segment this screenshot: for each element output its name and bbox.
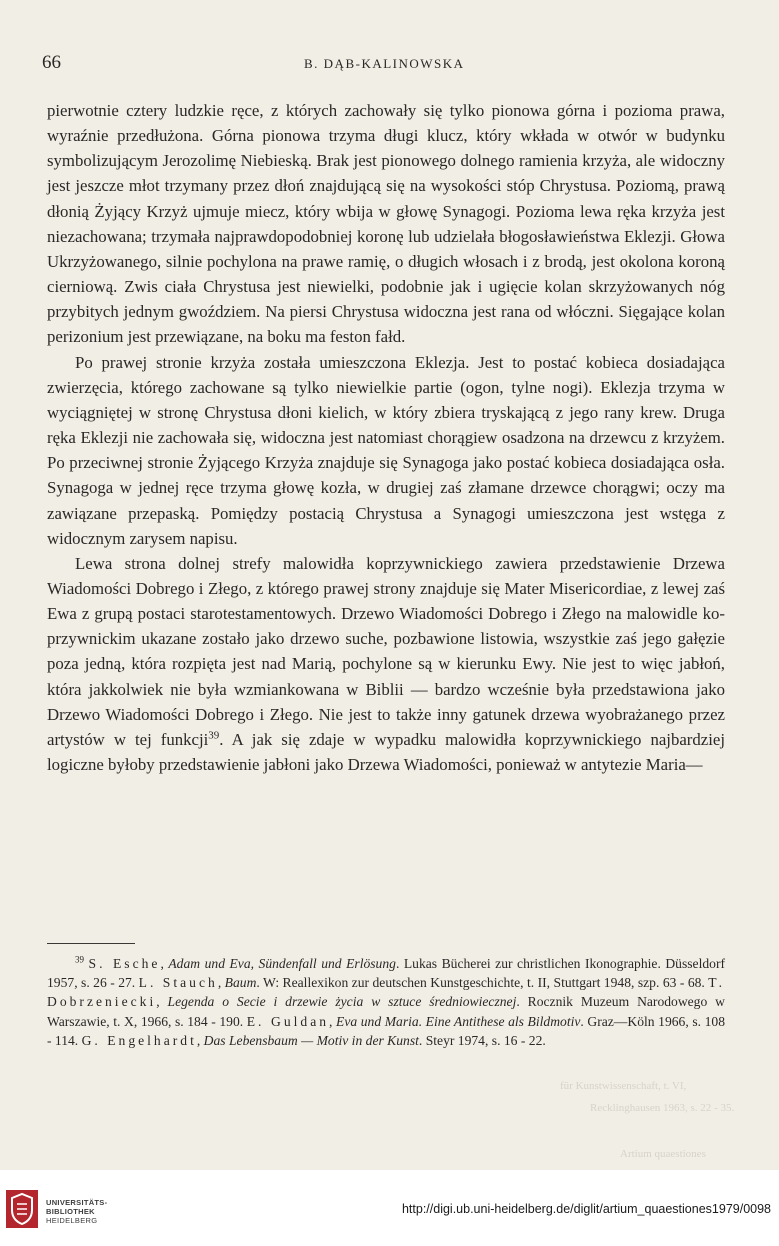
page-number: 66	[42, 52, 61, 73]
footnote-text: ,	[196, 1032, 204, 1048]
footnote-title: Adam und Eva, Sündenfall und Erlösung	[168, 956, 396, 971]
library-logo[interactable]	[6, 1190, 186, 1230]
source-url-link[interactable]: http://digi.ub.uni-heidelberg.de/diglit/artium_quaestiones1979/0098	[401, 1202, 771, 1216]
footnote-text: . Steyr 1974, s. 16 - 22.	[418, 1032, 546, 1048]
bleed-through-text: für Kunstwissenschaft, t. VI,	[560, 1080, 687, 1092]
footer-bar	[0, 1170, 779, 1246]
paragraph-text: . A jak się zdaje w wypadku malowidła koprzywnickiego najbardziej logiczne byłoby przedstawienie jabłoni jako Drzewa Wiadomości, ponieważ w antytezie Maria—	[47, 729, 725, 775]
paragraph-text: Lewa strona dolnej strefy malowidła koprzywnickiego zawiera przedstawienie Drzewa Wiadomości Dobrego i Złego, z którego prawej strony znajduje się Mater Misericordiae, z lewej zaś Ewa z grupą postaci starotestamentowych. Drzewo Wiadomości Dobrego i Złego na malowidle koprzywnickim ukazane zostało jako drzewo suche, pozbawione listowia, wszystkie zaś jego gałęzie poza jedną, która rozpięta jest nad Marią, pochylone są w kierunku Ewy. Nie jest to więc jabłoń, która jakkolwiek nie była wzmiankowana w Biblii — bardzo wcześnie była przedstawiona jako Drzewo Wiadomości Dobrego i Złego. Nie jest to także inny gatunek drzewa wyobrażanego przez artystów w tej funkcji	[47, 553, 725, 749]
paragraph: pierwotnie cztery ludzkie ręce, z których zachowały się tylko pionowa górna i pozioma prawa, wyraźnie przedłużona. Górna pionowa trzyma długi klucz, który wkłada w otwór w budynku symbolizującym Jerozolimę Niebieską. Brak jest pionowego dolnego ramienia krzyża, ale widoczny jest jeszcze młot trzymany przez dłoń znajdującą się na wysokości stóp Chrystusa. Poziomą, prawą dłonią Żyjący Krzyż ujmuje miecz, który wbija w głowę Synagogi. Pozioma lewa ręka krzyża jest niezachowana; trzymała najprawdopodobniej koronę lub udzielała błogosławieństwa Eklezji. Głowa Ukrzyżowanego, silnie pochylona na prawe ramię, o długich włosach i z brodą, jest okolona koroną cierniową. Zwis ciała Chrystusa jest niewielki, podobnie jak i ugięcie kolan skrzyżowanych nóg przybitych jednym gwoździem. Na piersi Chrystusa widoczna jest rana od włóczni. Sięgające kolan perizonium jest przewiązane, na boku ma feston fałd.	[47, 101, 725, 347]
footnote-text: . Graz—Köln 1966, s. 108 - 114.	[47, 1013, 725, 1048]
footnote-author: E. Guldan	[246, 1013, 330, 1029]
footnote	[47, 954, 725, 1050]
bleed-through-text: Recklinghausen 1963, s. 22 - 35.	[590, 1102, 735, 1114]
footnote-separator	[47, 943, 135, 944]
footnote-title: Eva und Maria. Eine Antithese als Bildmotiv	[336, 1013, 581, 1029]
footnote-title: Baum	[224, 975, 257, 991]
logo-text: HEIDELBERG	[46, 1216, 98, 1225]
page-header	[42, 52, 739, 76]
footnote-author: L. Stauch	[138, 975, 218, 991]
footnote-text: ,	[160, 956, 169, 971]
footnote-author: G. Engelhardt	[81, 1032, 197, 1048]
logo-text: BIBLIOTHEK	[46, 1207, 95, 1216]
body-text	[47, 98, 725, 777]
footnote-text: ,	[329, 1013, 337, 1029]
university-seal-icon	[6, 1190, 38, 1228]
footnote-text: . W: Reallexikon zur deutschen Kunstgeschichte, t. II, Stuttgart 1948, szp. 63 - 68.	[256, 975, 709, 991]
logo-text: UNIVERSITÄTS-	[46, 1198, 108, 1207]
paragraph: Po prawej stronie krzyża została umieszczona Eklezja. Jest to postać kobieca dosiadająca zwierzęcia, którego zachowane są tylko niewielkie partie (ogon, tylne nogi). Eklezja trzyma w wyciągniętej w stronę Chrystusa dłoni kielich, w który zbiera tryskającą z jego rany krew. Druga ręka Eklezji nie zachowała się, widoczna jest natomiast chorągiew osadzona na drzewcu z krzyżem. Po przeciwnej stronie Żyjącego Krzyża znajduje się Synagoga jako postać kobieca dosiadająca osła. Synagoga w jednej ręce trzyma głowę kozła, w drugiej zaś złamane drzewce chorągwi; oczy ma zawiązane przepaską. Pomiędzy postacią Chrystusa a Synagogi umieszczona jest wstęga z widocznym zarysem napisu.	[47, 352, 725, 548]
running-head: B. DĄB-KALINOWSKA	[304, 56, 465, 71]
footnote-number: 39	[75, 954, 84, 965]
footnote-text: ,	[156, 994, 168, 1010]
footnote-text: . Rocznik Muzeum Narodowego w Warszawie, t. X, 1966, s. 184 - 190.	[47, 994, 725, 1029]
footnote-title: Das Lebensbaum — Motiv in der Kunst	[203, 1032, 419, 1048]
bleed-through-text: Artium quaestiones	[620, 1148, 706, 1160]
footnote-text: ,	[217, 975, 225, 991]
footnote-text: . Lukas Bücherei zur christlichen Ikonographie. Düsseldorf 1957, s. 26 - 27.	[47, 956, 726, 991]
footnote-author: T. Dobrzeniecki	[47, 975, 725, 1010]
footnote-reference[interactable]: 39	[208, 729, 220, 742]
paragraph	[47, 551, 725, 777]
footnote-title: Legenda o Secie i drzewie życia w sztuce średniowiecznej	[167, 994, 517, 1010]
footnote-author: S. Esche	[88, 956, 161, 971]
